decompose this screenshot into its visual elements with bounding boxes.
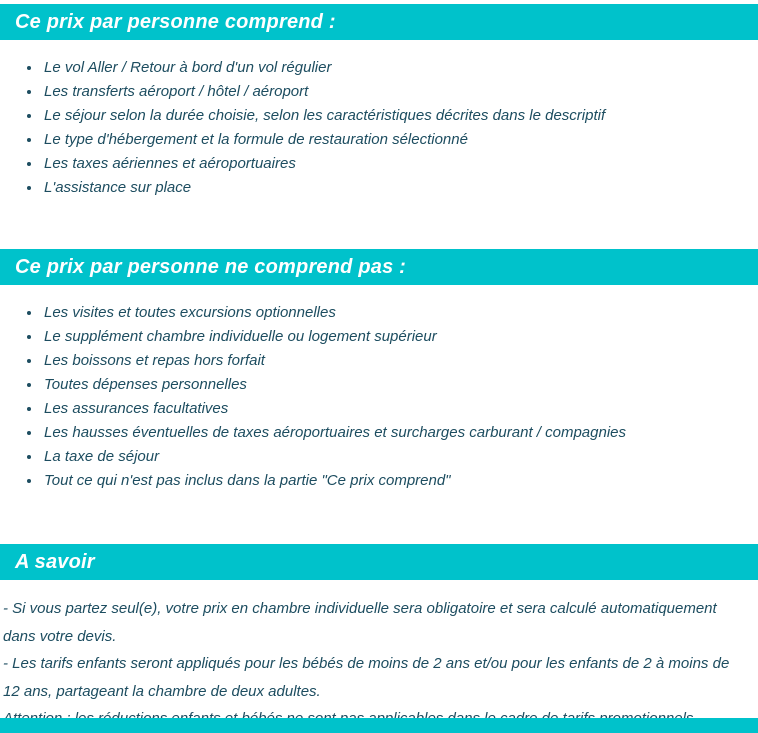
list-item: • Toutes dépenses personnelles — [42, 373, 738, 397]
section-header-includes — [0, 4, 758, 40]
list-item: • L'assistance sur place — [42, 176, 738, 200]
section-title-includes: Ce prix par personne comprend : — [15, 10, 336, 33]
section-title-not-includes: Ce prix par personne ne comprend pas : — [15, 255, 407, 278]
list-item: • Tout ce qui n'est pas inclus dans la partie "Ce prix comprend" — [42, 469, 738, 493]
list-item: • Le supplément chambre individuelle ou logement supérieur — [42, 325, 738, 349]
list-item: • Les taxes aériennes et aéroportuaires — [42, 152, 738, 176]
list-item: • La taxe de séjour — [42, 445, 738, 469]
not-includes-list — [0, 301, 758, 493]
list-item: • Le séjour selon la durée choisie, selon les caractéristiques décrites dans le descriptif — [42, 104, 738, 128]
list-item: • Le type d'hébergement et la formule de restauration sélectionné — [42, 128, 738, 152]
section-price-includes — [0, 4, 758, 200]
list-item: • Les boissons et repas hors forfait — [42, 349, 738, 373]
list-item: • Les assurances facultatives — [42, 397, 738, 421]
bottom-divider-bar — [0, 718, 758, 733]
list-item: • Les transferts aéroport / hôtel / aéroport — [42, 80, 738, 104]
section-header-not-includes — [0, 249, 758, 285]
note-paragraph: - Les tarifs enfants seront appliqués pour les bébés de moins de 2 ans et/ou pour les enfants de 2 à moins de 12 ans, partageant la chambre de deux adultes. — [3, 655, 730, 700]
list-item: • Les visites et toutes excursions optionnelles — [42, 301, 738, 325]
notes-text — [0, 595, 758, 733]
includes-list — [0, 56, 758, 200]
note-paragraph: - Si vous partez seul(e), votre prix en chambre individuelle sera obligatoire et sera calculé automatiquement dans votre devis. — [3, 600, 717, 645]
section-price-not-includes — [0, 249, 758, 493]
section-good-to-know — [0, 544, 758, 733]
section-title-good-to-know: A savoir — [15, 550, 95, 573]
list-item: • Les hausses éventuelles de taxes aéroportuaires et surcharges carburant / compagnies — [42, 421, 738, 445]
list-item: • Le vol Aller / Retour à bord d'un vol régulier — [42, 56, 738, 80]
section-header-good-to-know — [0, 544, 758, 580]
